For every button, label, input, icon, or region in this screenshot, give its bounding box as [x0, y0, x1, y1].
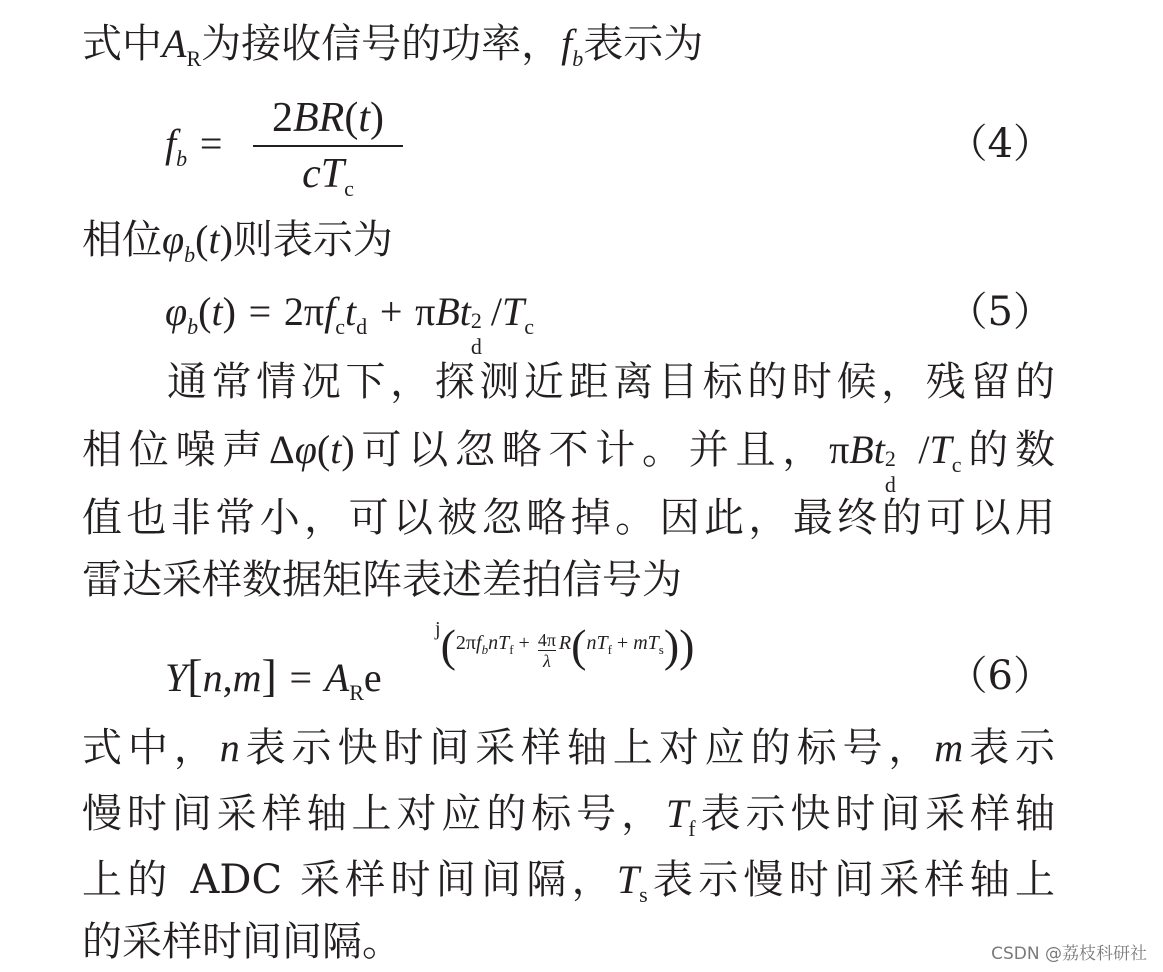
text-span: 表示为 [583, 21, 704, 67]
text-span: 表示快时间采样轴上对应的标号， [239, 725, 935, 771]
text-span: 为接收信号的功率， [201, 21, 562, 67]
text-line-p3-1 [82, 724, 1055, 772]
equation-4-fraction [253, 95, 403, 212]
equation-4-lhs: $f_b$ = [165, 121, 223, 171]
watermark: CSDN @荔枝科研社 [991, 944, 1147, 964]
equation-6-exponent: $j(2\pi f_bnT_f$ + $\frac{4\pi}{\lambda}$ $R(nT_f + mT_s)$) [435, 618, 695, 671]
text-span: 慢时间采样轴上对应的标号， [82, 791, 667, 837]
text-line-p2-1: 通常情况下，探测近距离目标的时候，残留的 [167, 359, 1055, 405]
math-piBtd2-Tc: πBt 2 d $/T_c$ [829, 427, 962, 497]
equation-6-number: （6） [947, 653, 1053, 699]
text-span: 上的 ADC 采样时间间隔， [82, 857, 617, 903]
math-n: n [219, 725, 240, 770]
text-line-p3-3 [82, 856, 1055, 919]
text-line-p2-4: 雷达采样数据矩阵表述差拍信号为 [82, 557, 682, 603]
equation-5: $\varphi_b(t) = 2\pi f_ct_d + \pi Bt$ 2 d $/T_c$ [165, 289, 535, 359]
equation-4-number: （4） [947, 121, 1053, 167]
text-span: 则表示为 [232, 217, 393, 263]
text-span: 式中 [82, 21, 162, 67]
text-line-p2-2 [82, 426, 1056, 497]
equation-5-number: （5） [947, 289, 1053, 335]
text-span: 相位噪声 [82, 427, 270, 473]
fraction-bar [253, 145, 403, 147]
math-Tf: $T_f$ [666, 791, 696, 841]
text-span: 表示快时间采样轴 [695, 791, 1056, 837]
text-line-1 [82, 20, 1055, 83]
text-span: 式中， [82, 725, 220, 771]
math-fb: $f_b$ [561, 21, 584, 71]
fraction-numerator: 2BR(t) [272, 95, 384, 141]
text-line-p2-3: 值也非常小，可以被忽略掉。因此，最终的可以用 [82, 495, 1055, 541]
math-m: m [934, 725, 964, 770]
text-span: 相位 [82, 217, 162, 263]
math-delta-phi: Δφ(t) [269, 427, 355, 472]
math-phib-t: $\varphi_b(t)$ [162, 217, 233, 267]
text-line-3 [82, 216, 1055, 279]
text-span: 表示慢时间采样轴上 [647, 857, 1056, 903]
math-Ts: $T_s$ [616, 857, 648, 907]
text-span: 的数 [961, 427, 1056, 473]
text-line-p3-2 [82, 790, 1055, 853]
text-span: 表示 [963, 725, 1056, 771]
text-line-p3-4: 的采样时间间隔。 [82, 919, 402, 965]
text-span: 可以忽略不计。并且， [354, 427, 830, 473]
fraction-denominator: $cT_c$ [302, 151, 354, 201]
math-AR: $A_R$ [162, 21, 202, 71]
equation-6: $Y[n,m] = A_Re$ [165, 650, 382, 705]
